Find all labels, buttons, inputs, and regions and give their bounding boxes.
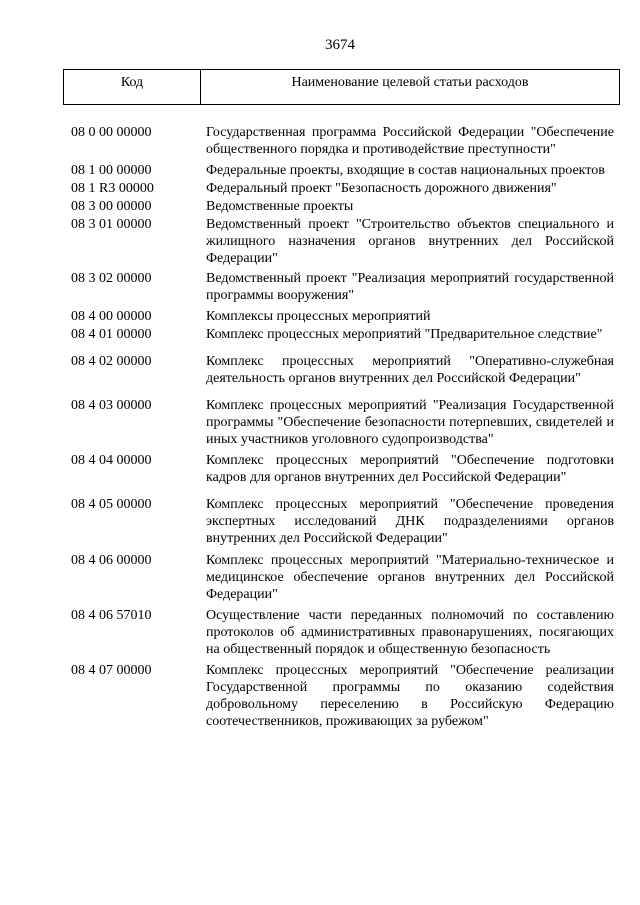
row-name: Комплекс процессных мероприятий "Материально-техническое и медицинское обеспечение органов внутренних дел Российской Федерации" (206, 553, 614, 602)
table-row (63, 216, 620, 267)
table-row (63, 308, 620, 325)
row-code: 08 0 00 00000 (71, 125, 152, 140)
table-body (63, 124, 620, 730)
header-code-column: Код (64, 70, 201, 104)
row-code: 08 4 00 00000 (71, 309, 152, 324)
table-row (63, 162, 620, 179)
table-row (63, 397, 620, 448)
row-code: 08 4 03 00000 (71, 398, 152, 413)
table-row (63, 326, 620, 343)
row-name: Комплекс процессных мероприятий "Обеспечение подготовки кадров для органов внутренних дел Российской Федерации" (206, 453, 614, 485)
row-code: 08 4 02 00000 (71, 354, 152, 369)
row-name: Комплекс процессных мероприятий "Обеспечение реализации Государственной программы по оказанию содействия добровольному переселению в Российскую Федерацию соотечественников, проживающих за рубежом" (206, 663, 614, 729)
table-row (63, 552, 620, 603)
row-code: 08 4 04 00000 (71, 453, 152, 468)
row-name: Федеральный проект "Безопасность дорожного движения" (206, 181, 557, 196)
page-number: 3674 (325, 37, 355, 53)
row-code: 08 3 01 00000 (71, 217, 152, 232)
table-row (63, 198, 620, 215)
row-name: Государственная программа Российской Федерации "Обеспечение общественного порядка и противодействие преступности" (206, 125, 614, 157)
row-name: Комплекс процессных мероприятий "Реализация Государственной программы "Обеспечение безопасности потерпевших, свидетелей и иных участников уголовного судопроизводства" (206, 398, 614, 447)
table-row (63, 124, 620, 158)
table-row (63, 353, 620, 387)
row-name: Комплекс процессных мероприятий "Обеспечение проведения экспертных исследований ДНК подразделениями органов внутренних дел Российской Федерации" (206, 497, 614, 546)
row-name: Ведомственный проект "Строительство объектов специального и жилищного назначения органов внутренних дел Российской Федерации" (206, 217, 614, 266)
row-name: Комплексы процессных мероприятий (206, 309, 431, 324)
row-code: 08 3 02 00000 (71, 271, 152, 286)
row-name: Ведомственный проект "Реализация мероприятий государственной программы вооружения" (206, 271, 614, 303)
table-row (63, 496, 620, 547)
row-code: 08 4 06 57010 (71, 608, 152, 623)
table-row (63, 452, 620, 486)
table-row (63, 607, 620, 658)
row-code: 08 3 00 00000 (71, 199, 152, 214)
row-name: Осуществление части переданных полномочий по составлению протоколов об административных правонарушениях, посягающих на общественный порядок и общественную безопасность (206, 608, 614, 657)
row-code: 08 1 00 00000 (71, 163, 152, 178)
header-name-column: Наименование целевой статьи расходов (291, 75, 529, 90)
row-name: Комплекс процессных мероприятий "Оперативно-служебная деятельность органов внутренних дел Российской Федерации" (206, 354, 614, 386)
table-row (63, 662, 620, 730)
table-header (63, 69, 620, 105)
row-code: 08 1 R3 00000 (71, 181, 154, 196)
row-name: Федеральные проекты, входящие в состав национальных проектов (206, 163, 605, 178)
row-name: Комплекс процессных мероприятий "Предварительное следствие" (206, 327, 603, 342)
row-code: 08 4 01 00000 (71, 327, 152, 342)
row-code: 08 4 06 00000 (71, 553, 152, 568)
table-row (63, 270, 620, 304)
row-code: 08 4 05 00000 (71, 497, 152, 512)
row-name: Ведомственные проекты (206, 199, 354, 214)
row-code: 08 4 07 00000 (71, 663, 152, 678)
table-row (63, 180, 620, 197)
